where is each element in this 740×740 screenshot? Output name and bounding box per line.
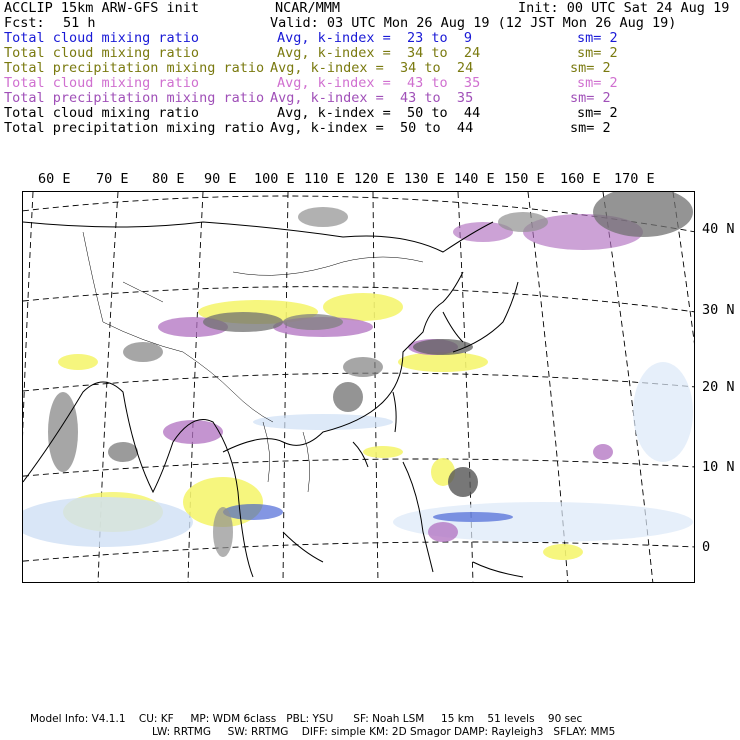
legend-avg: Avg, k-index = 43 to 35 [270, 90, 474, 106]
map-canvas [23, 192, 695, 583]
legend-sm: sm= 2 [570, 60, 611, 76]
lon-label: 90 E [204, 171, 237, 187]
legend-avg: Avg, k-index = 34 to 24 [270, 60, 474, 76]
legend-avg: Avg, k-index = 23 to 9 [277, 30, 473, 46]
legend-sm: sm= 2 [577, 30, 618, 46]
lon-label: 160 E [560, 171, 601, 187]
lon-label: 100 E [254, 171, 295, 187]
lon-label: 120 E [354, 171, 395, 187]
lat-label: 30 N [702, 302, 735, 318]
lon-label: 170 E [614, 171, 655, 187]
legend-avg: Avg, k-index = 50 to 44 [277, 105, 481, 121]
lat-label: 0 [702, 539, 711, 555]
legend-field: Total cloud mixing ratio [4, 75, 200, 91]
legend-avg: Avg, k-index = 50 to 44 [270, 120, 474, 136]
lon-label: 70 E [96, 171, 129, 187]
lat-label: 20 N [702, 379, 735, 395]
forecast-map [22, 191, 695, 583]
model-title: ACCLIP 15km ARW-GFS init [4, 0, 200, 16]
valid-time: Valid: 03 UTC Mon 26 Aug 19 (12 JST Mon 26 Aug 19) [270, 15, 677, 31]
lon-label: 80 E [152, 171, 185, 187]
legend-field: Total precipitation mixing ratio [4, 60, 265, 76]
lon-label: 110 E [304, 171, 345, 187]
fcst-value: 51 h [63, 15, 96, 31]
legend-sm: sm= 2 [570, 120, 611, 136]
legend-sm: sm= 2 [577, 75, 618, 91]
legend-field: Total cloud mixing ratio [4, 45, 200, 61]
lon-label: 60 E [38, 171, 71, 187]
legend-field: Total cloud mixing ratio [4, 105, 200, 121]
legend-field: Total precipitation mixing ratio [4, 90, 265, 106]
lon-label: 140 E [454, 171, 495, 187]
lat-label: 40 N [702, 221, 735, 237]
legend-sm: sm= 2 [577, 45, 618, 61]
legend-avg: Avg, k-index = 43 to 35 [277, 75, 481, 91]
lon-label: 130 E [404, 171, 445, 187]
fcst-label: Fcst: [4, 15, 45, 31]
legend-sm: sm= 2 [577, 105, 618, 121]
lon-label: 150 E [504, 171, 545, 187]
center-label: NCAR/MMM [275, 0, 341, 16]
legend-field: Total precipitation mixing ratio [4, 120, 265, 136]
model-info-line2: LW: RRTMG SW: RRTMG DIFF: simple KM: 2D Smagor DAMP: Rayleigh3 SFLAY: MM5 [152, 726, 616, 738]
init-time: Init: 00 UTC Sat 24 Aug 19 [518, 0, 730, 16]
legend-avg: Avg, k-index = 34 to 24 [277, 45, 481, 61]
legend-sm: sm= 2 [570, 90, 611, 106]
legend-field: Total cloud mixing ratio [4, 30, 200, 46]
lat-label: 10 N [702, 459, 735, 475]
model-info-line1: Model Info: V4.1.1 CU: KF MP: WDM 6class PBL: YSU SF: Noah LSM 15 km 51 levels 90 sec [30, 713, 583, 725]
